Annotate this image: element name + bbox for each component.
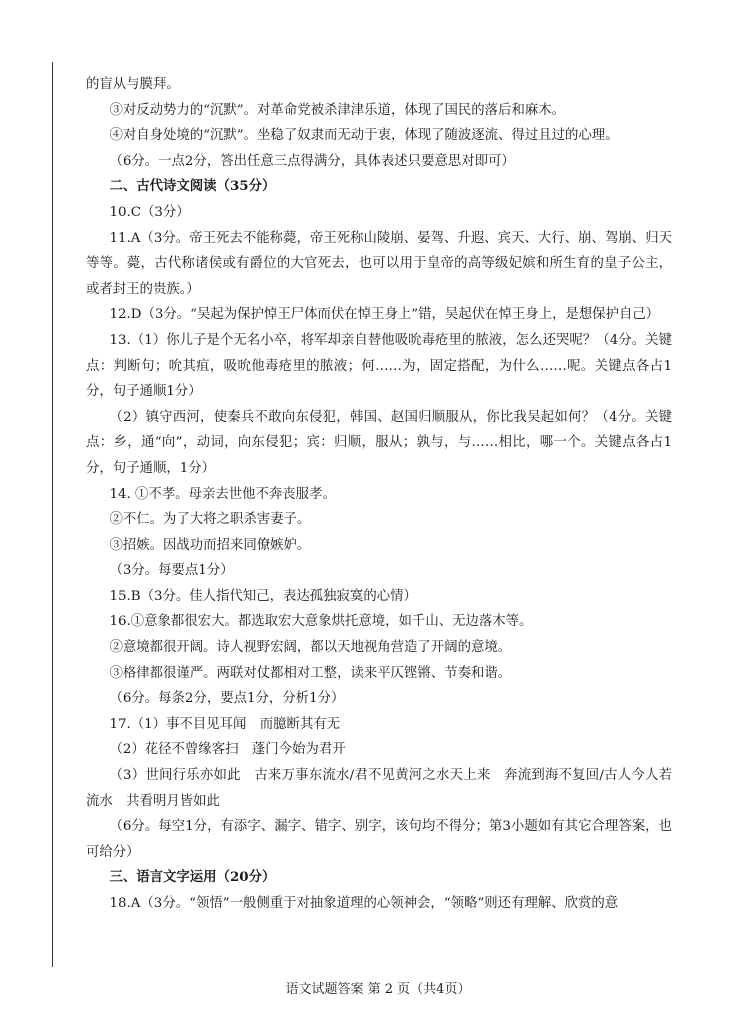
answer-paragraph: （6分。每条2分，要点1分，分析1分） [109, 691, 345, 707]
answer-paragraph: 11.A（3分。帝王死去不能称薨，帝王死称山陵崩、晏驾、升遐、宾天、大行、崩、驾崩、归天等等。薨，古代称诸侯或有爵位的大官死去，也可以用于皇帝的高等级妃嫔和所生育的皇子公主，或者封王的贵族。） [86, 230, 672, 297]
answer-paragraph: ④对自身处境的“沉默”。坐稳了奴隶而无动于衷，体现了随波逐流、得过且过的心理。 [109, 128, 619, 144]
answer-paragraph: ③格律都很谨严。两联对仗都相对工整，读来平仄铿锵、节奏和谐。 [109, 665, 512, 681]
answer-paragraph: 10.C（3分） [109, 204, 190, 220]
answer-paragraph: 18.A（3分。“领悟”一般侧重于对抽象道理的心领神会，“领略”则还有理解、欣赏的意 [109, 896, 619, 911]
answer-paragraph: 的盲从与膜拜。 [86, 77, 180, 92]
section-heading: 三、语言文字运用（20分） [109, 869, 276, 886]
section-heading: 二、古代诗文阅读（35分） [109, 178, 276, 195]
binding-margin-line [52, 62, 53, 967]
answer-paragraph: ②不仁。为了大将之职杀害妻子。 [109, 512, 311, 528]
answer-paragraph: （6分。一点2分，答出任意三点得满分，具体表述只要意思对即可） [109, 153, 515, 169]
answer-paragraph: （6分。每空1分，有添字、漏字、错字、别字，该句均不得分；第3小题如有其它合理答案，也可给分） [86, 819, 672, 860]
answer-paragraph: （2）镇守西河，使秦兵不敢向东侵犯，韩国、赵国归顺服从，你比我吴起如何？（4分。关键点：乡，通“向”，动词，向东侵犯；宾：归顺，服从；孰与，与……相比，哪一个。关键点各占1分，句子通顺，1分） [86, 409, 672, 476]
answer-paragraph: （2）花径不曾缘客扫 蓬门今始为君开 [109, 742, 346, 758]
answer-paragraph: 15.B（3分。佳人指代知己，表达孤独寂寞的心情） [109, 588, 417, 604]
answer-paragraph: （3）世间行乐亦如此 古来万事东流水/君不见黄河之水天上来 奔流到海不复回/古人今人若流水 共看明月皆如此 [86, 768, 672, 809]
answer-text-body [86, 72, 672, 917]
answer-paragraph: ③招嫉。因战功而招来同僚嫉妒。 [109, 537, 311, 553]
answer-paragraph: 17.（1）事不目见耳闻 而臆断其有无 [109, 716, 341, 732]
answer-paragraph: （3分。每要点1分） [109, 563, 234, 579]
answer-paragraph: 13.（1）你儿子是个无名小卒，将军却亲自替他吸吮毒疮里的脓液，怎么还哭呢？（4分。关键点：判断句；吮其疽，吸吮他毒疮里的脓液；何……为，固定搭配，为什么……呢。关键点各占1分，句子通顺1分） [86, 332, 672, 400]
answer-paragraph: ③对反动势力的“沉默”。对革命党被杀津津乐道，体现了国民的落后和麻木。 [109, 102, 566, 118]
answer-paragraph: 16.①意象都很宏大。都选取宏大意象烘托意境，如千山、无边落木等。 [109, 614, 533, 630]
answer-paragraph: 12.D（3分。“吴起为保护悼王尸体而伏在悼王身上”错，吴起伏在悼王身上，是想保护自己） [109, 307, 660, 323]
page-footer: 语文试题答案 第 2 页（共4页） [285, 982, 471, 997]
answer-paragraph: ②意境都很开阔。诗人视野宏阔，都以天地视角营造了开阔的意境。 [109, 640, 512, 656]
answer-paragraph: 14. ①不孝。母亲去世他不奔丧服孝。 [109, 486, 336, 502]
